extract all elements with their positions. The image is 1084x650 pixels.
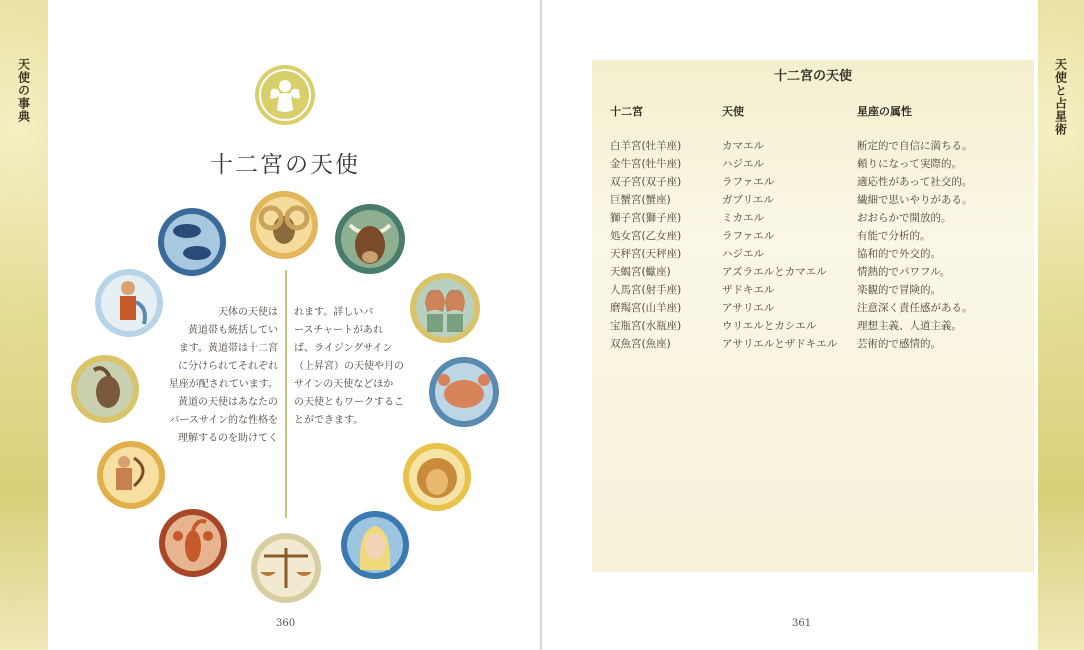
left-side-tab: 天使の事典 xyxy=(16,58,31,123)
table-row xyxy=(592,174,1034,192)
table-row xyxy=(592,156,1034,174)
text-line: ます。黄道帯は十二宮 xyxy=(178,343,278,354)
text-line: バースサイン的な性格を xyxy=(169,415,278,426)
text-line: 黄道の天使はあなたの xyxy=(178,397,278,408)
header-attribute: 星座の属性 xyxy=(857,105,912,118)
attribute-cell: 協和的で外交的。 xyxy=(857,248,941,260)
right-side-tab: 天使と占星術 xyxy=(1053,58,1068,136)
table-row xyxy=(592,138,1034,156)
table-body xyxy=(592,138,1034,354)
sign-cell: 白羊宮(牡羊座) xyxy=(610,140,682,152)
pisces-fish-icon xyxy=(157,207,227,277)
aries-ram-icon xyxy=(249,190,319,260)
capricorn-goat-icon xyxy=(70,354,140,424)
table-row xyxy=(592,264,1034,282)
text-line: に分けられてそれぞれ xyxy=(178,361,278,372)
table-row xyxy=(592,336,1034,354)
text-line: れます。詳しいバ xyxy=(294,307,374,318)
attribute-cell: 芸術的で感情的。 xyxy=(857,338,941,350)
header-sign: 十二宮 xyxy=(610,105,643,118)
text-line: 黄道帯も統括してい xyxy=(188,325,278,336)
leo-lion-icon xyxy=(402,442,472,512)
page-number-right: 361 xyxy=(792,618,812,629)
table-row xyxy=(592,228,1034,246)
sign-cell: 磨羯宮(山羊座) xyxy=(610,302,682,314)
attribute-cell: 頼りになって実際的。 xyxy=(857,158,962,170)
cancer-crab-icon xyxy=(428,356,500,428)
angel-cell: アズラエルとカマエル xyxy=(722,266,827,278)
sign-cell: 金牛宮(牡牛座) xyxy=(610,158,682,170)
table-row xyxy=(592,318,1034,336)
sign-cell: 双子宮(双子座) xyxy=(610,176,682,188)
text-line: 理解するのを助けてく xyxy=(178,433,278,444)
attribute-cell: おおらかで開放的。 xyxy=(857,212,952,224)
libra-scales-icon xyxy=(250,532,322,604)
sign-cell: 天蝎宮(蠍座) xyxy=(610,266,671,278)
angel-cell: ラファエル xyxy=(722,230,775,242)
table-row xyxy=(592,246,1034,264)
attribute-cell: 理想主義、人道主義。 xyxy=(857,320,962,332)
attribute-cell: 有能で分析的。 xyxy=(857,230,931,242)
attribute-cell: 断定的で自信に満ちる。 xyxy=(857,140,973,152)
sagittarius-archer-icon xyxy=(96,440,166,510)
angel-cell: アサリエル xyxy=(722,302,775,314)
angel-crest-icon xyxy=(254,64,316,126)
angel-cell: ザドキエル xyxy=(722,284,775,296)
left-page-edge xyxy=(0,0,48,650)
sign-cell: 宝瓶宮(水瓶座) xyxy=(610,320,682,332)
right-page-edge xyxy=(1038,0,1084,650)
attribute-cell: 適応性があって社交的。 xyxy=(857,176,973,188)
page-number-left: 360 xyxy=(276,618,296,629)
text-line: 天体の天使は xyxy=(218,307,278,318)
text-line: とができます。 xyxy=(294,415,364,426)
sign-cell: 巨蟹宮(蟹座) xyxy=(610,194,671,206)
sign-cell: 人馬宮(射手座) xyxy=(610,284,682,296)
sign-cell: 獅子宮(獅子座) xyxy=(610,212,682,224)
gemini-twins-icon xyxy=(409,272,481,344)
taurus-bull-icon xyxy=(334,203,406,275)
table-row xyxy=(592,300,1034,318)
angel-cell: ハジエル xyxy=(722,158,764,170)
angel-cell: ウリエルとカシエル xyxy=(722,320,817,332)
virgo-maiden-icon xyxy=(340,510,410,580)
intro-paragraph-right xyxy=(294,304,416,430)
text-line: ースチャートがあれ xyxy=(294,325,383,336)
book-spine xyxy=(540,0,542,650)
angels-table-panel xyxy=(592,60,1034,572)
table-title: 十二宮の天使 xyxy=(773,69,852,84)
table-row xyxy=(592,192,1034,210)
angel-cell: ガブリエル xyxy=(722,194,774,206)
text-line: 星座が配されています。 xyxy=(168,379,278,390)
angel-cell: カマエル xyxy=(722,140,764,152)
text-line: の天使ともワークするこ xyxy=(294,397,404,408)
text-line: （上昇宮）の天使や月の xyxy=(294,361,404,372)
sign-cell: 処女宮(乙女座) xyxy=(610,230,682,242)
angel-cell: ラファエル xyxy=(722,176,775,188)
angel-cell: ハジエル xyxy=(722,248,764,260)
angel-cell: アサリエルとザドキエル xyxy=(722,338,838,350)
sign-cell: 天秤宮(天秤座) xyxy=(610,248,682,260)
header-angel: 天使 xyxy=(722,105,744,118)
attribute-cell: 楽観的で冒険的。 xyxy=(857,284,941,296)
sign-cell: 双魚宮(魚座) xyxy=(610,338,671,350)
scorpio-scorpion-icon xyxy=(158,508,228,578)
text-line: ば、ライジングサイン xyxy=(294,343,393,354)
table-row xyxy=(592,210,1034,228)
center-divider-line xyxy=(285,270,287,518)
angel-cell: ミカエル xyxy=(722,212,764,224)
text-line: サインの天使などほか xyxy=(294,379,394,390)
attribute-cell: 情熱的でパワフル。 xyxy=(857,266,951,278)
table-row xyxy=(592,282,1034,300)
page-title: 十二宮の天使 xyxy=(210,152,360,178)
attribute-cell: 繊細で思いやりがある。 xyxy=(857,194,973,206)
attribute-cell: 注意深く責任感がある。 xyxy=(857,302,973,314)
intro-paragraph-left xyxy=(150,304,278,448)
